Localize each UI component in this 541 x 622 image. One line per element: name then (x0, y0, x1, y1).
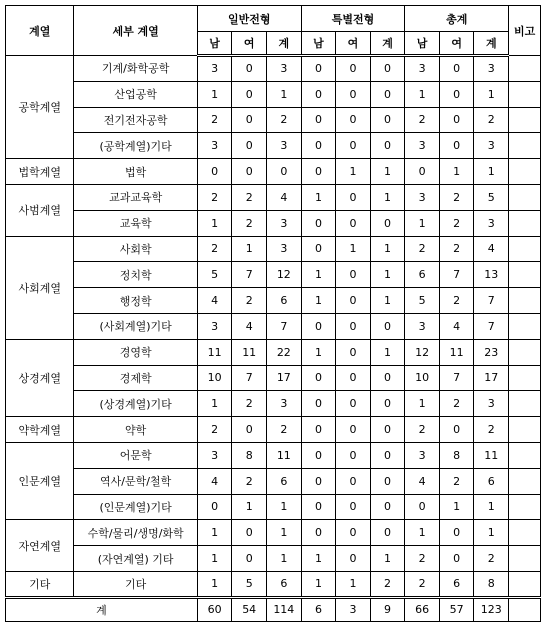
value-special-female: 0 (336, 184, 371, 210)
value-general-male: 4 (197, 468, 232, 494)
header-general-female: 여 (232, 32, 267, 56)
note-cell (509, 184, 541, 210)
value-general-male: 3 (197, 56, 232, 82)
total-special-sum: 9 (370, 597, 405, 621)
note-cell (509, 133, 541, 159)
value-total-sum: 3 (474, 210, 509, 236)
subcategory-cell: 교과교육학 (74, 184, 197, 210)
subcategory-cell: (상경계열)기타 (74, 391, 197, 417)
value-total-female: 0 (439, 520, 474, 546)
value-general-female: 2 (232, 184, 267, 210)
value-total-male: 3 (405, 184, 440, 210)
value-special-female: 0 (336, 133, 371, 159)
value-total-female: 8 (439, 442, 474, 468)
value-special-female: 0 (336, 339, 371, 365)
value-total-male: 2 (405, 107, 440, 133)
value-special-sum: 1 (370, 159, 405, 185)
total-total-female: 57 (439, 597, 474, 621)
value-general-male: 1 (197, 391, 232, 417)
value-special-female: 1 (336, 159, 371, 185)
subcategory-cell: 산업공학 (74, 81, 197, 107)
value-special-male: 0 (301, 236, 336, 262)
value-special-sum: 0 (370, 417, 405, 443)
value-special-male: 0 (301, 81, 336, 107)
value-total-male: 5 (405, 288, 440, 314)
value-total-female: 11 (439, 339, 474, 365)
value-total-sum: 2 (474, 546, 509, 572)
total-special-female: 3 (336, 597, 371, 621)
value-general-female: 7 (232, 262, 267, 288)
value-special-female: 0 (336, 262, 371, 288)
value-special-male: 1 (301, 571, 336, 597)
note-cell (509, 442, 541, 468)
value-total-male: 1 (405, 391, 440, 417)
note-cell (509, 391, 541, 417)
value-general-male: 1 (197, 520, 232, 546)
value-total-male: 2 (405, 571, 440, 597)
value-total-male: 12 (405, 339, 440, 365)
value-general-sum: 6 (266, 468, 301, 494)
header-special-female: 여 (336, 32, 371, 56)
value-general-male: 2 (197, 107, 232, 133)
value-general-male: 2 (197, 417, 232, 443)
value-total-female: 2 (439, 184, 474, 210)
value-general-male: 3 (197, 313, 232, 339)
value-special-male: 0 (301, 494, 336, 520)
value-total-sum: 13 (474, 262, 509, 288)
value-total-sum: 7 (474, 288, 509, 314)
value-general-sum: 1 (266, 494, 301, 520)
header-special-sum: 계 (370, 32, 405, 56)
table-row (6, 107, 541, 133)
header-total: 총계 (405, 6, 509, 32)
value-special-male: 0 (301, 56, 336, 82)
table-row (6, 133, 541, 159)
value-general-sum: 7 (266, 313, 301, 339)
value-general-male: 3 (197, 442, 232, 468)
table-row (6, 494, 541, 520)
value-special-female: 1 (336, 236, 371, 262)
value-special-sum: 0 (370, 56, 405, 82)
value-special-male: 1 (301, 262, 336, 288)
value-total-sum: 3 (474, 391, 509, 417)
value-general-sum: 3 (266, 391, 301, 417)
value-total-female: 0 (439, 133, 474, 159)
value-special-sum: 2 (370, 571, 405, 597)
note-cell (509, 210, 541, 236)
value-general-female: 11 (232, 339, 267, 365)
header-total-female: 여 (439, 32, 474, 56)
value-total-male: 6 (405, 262, 440, 288)
value-special-sum: 0 (370, 494, 405, 520)
value-total-female: 0 (439, 81, 474, 107)
header-total-male: 남 (405, 32, 440, 56)
value-general-female: 0 (232, 417, 267, 443)
value-total-male: 3 (405, 313, 440, 339)
table-row (6, 365, 541, 391)
value-total-sum: 7 (474, 313, 509, 339)
note-cell (509, 468, 541, 494)
total-row (6, 597, 541, 621)
value-total-female: 6 (439, 571, 474, 597)
value-general-female: 0 (232, 159, 267, 185)
value-special-female: 0 (336, 442, 371, 468)
value-general-sum: 1 (266, 81, 301, 107)
value-general-male: 11 (197, 339, 232, 365)
value-total-sum: 1 (474, 159, 509, 185)
value-total-sum: 2 (474, 107, 509, 133)
category-cell: 상경계열 (6, 339, 74, 416)
subcategory-cell: (사회계열)기타 (74, 313, 197, 339)
header-general: 일반전형 (197, 6, 301, 32)
value-total-male: 0 (405, 159, 440, 185)
value-total-female: 7 (439, 262, 474, 288)
note-cell (509, 494, 541, 520)
value-general-female: 0 (232, 133, 267, 159)
subcategory-cell: 기타 (74, 571, 197, 597)
value-special-male: 1 (301, 339, 336, 365)
subcategory-cell: (공학계열)기타 (74, 133, 197, 159)
value-special-male: 0 (301, 417, 336, 443)
value-special-sum: 0 (370, 391, 405, 417)
value-total-male: 1 (405, 81, 440, 107)
table-row (6, 546, 541, 572)
value-special-female: 0 (336, 391, 371, 417)
value-general-male: 4 (197, 288, 232, 314)
value-total-male: 4 (405, 468, 440, 494)
note-cell (509, 236, 541, 262)
subcategory-cell: 어문학 (74, 442, 197, 468)
category-cell: 사회계열 (6, 236, 74, 339)
value-general-sum: 1 (266, 546, 301, 572)
table-row (6, 210, 541, 236)
value-special-female: 0 (336, 494, 371, 520)
value-general-female: 2 (232, 210, 267, 236)
value-special-female: 1 (336, 571, 371, 597)
header-general-male: 남 (197, 32, 232, 56)
value-special-male: 0 (301, 468, 336, 494)
note-cell (509, 546, 541, 572)
total-special-male: 6 (301, 597, 336, 621)
value-general-male: 1 (197, 81, 232, 107)
value-general-female: 0 (232, 81, 267, 107)
value-total-male: 2 (405, 546, 440, 572)
subcategory-cell: 수학/물리/생명/화학 (74, 520, 197, 546)
header-total-sum: 계 (474, 32, 509, 56)
value-total-male: 1 (405, 210, 440, 236)
category-cell: 자연계열 (6, 520, 74, 572)
value-general-female: 2 (232, 468, 267, 494)
value-special-male: 0 (301, 133, 336, 159)
note-cell (509, 339, 541, 365)
value-total-sum: 23 (474, 339, 509, 365)
value-general-female: 1 (232, 494, 267, 520)
value-special-male: 0 (301, 365, 336, 391)
note-cell (509, 365, 541, 391)
table-row (6, 339, 541, 365)
value-general-sum: 3 (266, 56, 301, 82)
value-total-female: 2 (439, 468, 474, 494)
value-special-sum: 1 (370, 288, 405, 314)
table-row (6, 571, 541, 597)
total-label: 계 (6, 597, 198, 621)
value-total-male: 2 (405, 236, 440, 262)
value-special-female: 0 (336, 288, 371, 314)
header-special: 특별전형 (301, 6, 405, 32)
value-special-sum: 0 (370, 210, 405, 236)
value-total-female: 1 (439, 159, 474, 185)
value-total-female: 7 (439, 365, 474, 391)
value-special-sum: 0 (370, 81, 405, 107)
value-special-female: 0 (336, 468, 371, 494)
value-general-male: 5 (197, 262, 232, 288)
value-special-female: 0 (336, 81, 371, 107)
value-total-male: 3 (405, 56, 440, 82)
value-general-male: 0 (197, 494, 232, 520)
value-general-female: 0 (232, 546, 267, 572)
value-special-sum: 0 (370, 442, 405, 468)
value-total-sum: 4 (474, 236, 509, 262)
value-special-female: 0 (336, 365, 371, 391)
value-special-female: 0 (336, 210, 371, 236)
value-total-male: 10 (405, 365, 440, 391)
total-general-female: 54 (232, 597, 267, 621)
value-general-male: 2 (197, 184, 232, 210)
note-cell (509, 571, 541, 597)
value-total-female: 0 (439, 56, 474, 82)
value-general-female: 0 (232, 56, 267, 82)
value-special-female: 0 (336, 107, 371, 133)
note-cell (509, 520, 541, 546)
note-cell (509, 56, 541, 82)
value-special-sum: 1 (370, 262, 405, 288)
value-special-sum: 0 (370, 133, 405, 159)
note-cell (509, 107, 541, 133)
admissions-table (5, 5, 541, 622)
value-special-male: 0 (301, 391, 336, 417)
table-row (6, 313, 541, 339)
value-special-male: 0 (301, 313, 336, 339)
value-total-sum: 17 (474, 365, 509, 391)
value-total-female: 2 (439, 210, 474, 236)
header-category: 계열 (6, 6, 74, 56)
value-total-male: 3 (405, 133, 440, 159)
value-special-male: 0 (301, 159, 336, 185)
value-special-male: 0 (301, 442, 336, 468)
subcategory-cell: 약학 (74, 417, 197, 443)
value-total-female: 1 (439, 494, 474, 520)
value-general-sum: 11 (266, 442, 301, 468)
subcategory-cell: 교육학 (74, 210, 197, 236)
value-general-sum: 4 (266, 184, 301, 210)
value-total-female: 0 (439, 546, 474, 572)
value-special-male: 0 (301, 210, 336, 236)
category-cell: 약학계열 (6, 417, 74, 443)
value-special-male: 0 (301, 520, 336, 546)
value-special-sum: 1 (370, 546, 405, 572)
value-special-male: 1 (301, 546, 336, 572)
value-general-sum: 2 (266, 417, 301, 443)
value-general-female: 0 (232, 107, 267, 133)
table-row (6, 56, 541, 82)
value-general-male: 1 (197, 571, 232, 597)
value-special-female: 0 (336, 520, 371, 546)
subcategory-cell: 전기전자공학 (74, 107, 197, 133)
value-special-sum: 0 (370, 468, 405, 494)
total-general-sum: 114 (266, 597, 301, 621)
value-total-sum: 1 (474, 520, 509, 546)
value-general-sum: 3 (266, 210, 301, 236)
table-body (6, 56, 541, 622)
header-special-male: 남 (301, 32, 336, 56)
subcategory-cell: 역사/문학/철학 (74, 468, 197, 494)
total-total-male: 66 (405, 597, 440, 621)
value-general-male: 0 (197, 159, 232, 185)
value-special-female: 0 (336, 313, 371, 339)
value-special-sum: 0 (370, 107, 405, 133)
category-cell: 사범계열 (6, 184, 74, 236)
value-special-female: 0 (336, 417, 371, 443)
value-general-female: 8 (232, 442, 267, 468)
value-general-male: 3 (197, 133, 232, 159)
table-row (6, 520, 541, 546)
category-cell: 공학계열 (6, 56, 74, 159)
value-special-female: 0 (336, 56, 371, 82)
value-general-sum: 17 (266, 365, 301, 391)
value-general-female: 2 (232, 288, 267, 314)
category-cell: 법학계열 (6, 159, 74, 185)
subcategory-cell: 경제학 (74, 365, 197, 391)
value-total-sum: 6 (474, 468, 509, 494)
value-total-male: 0 (405, 494, 440, 520)
value-general-sum: 2 (266, 107, 301, 133)
table-row (6, 262, 541, 288)
subcategory-cell: 행정학 (74, 288, 197, 314)
value-total-female: 4 (439, 313, 474, 339)
value-general-male: 1 (197, 210, 232, 236)
value-total-sum: 11 (474, 442, 509, 468)
total-note-cell (509, 597, 541, 621)
value-general-male: 2 (197, 236, 232, 262)
note-cell (509, 262, 541, 288)
value-total-female: 2 (439, 288, 474, 314)
value-general-sum: 1 (266, 520, 301, 546)
table-row (6, 184, 541, 210)
subcategory-cell: (자연계열) 기타 (74, 546, 197, 572)
value-special-male: 1 (301, 184, 336, 210)
note-cell (509, 313, 541, 339)
table-row (6, 391, 541, 417)
category-cell: 인문계열 (6, 442, 74, 519)
header-general-sum: 계 (266, 32, 301, 56)
note-cell (509, 81, 541, 107)
table-row (6, 468, 541, 494)
subcategory-cell: 기계/화학공학 (74, 56, 197, 82)
value-total-sum: 3 (474, 56, 509, 82)
value-total-female: 0 (439, 107, 474, 133)
value-special-female: 0 (336, 546, 371, 572)
value-general-sum: 0 (266, 159, 301, 185)
value-general-female: 1 (232, 236, 267, 262)
value-special-sum: 1 (370, 184, 405, 210)
total-total-sum: 123 (474, 597, 509, 621)
value-total-sum: 1 (474, 494, 509, 520)
value-general-male: 1 (197, 546, 232, 572)
value-special-sum: 0 (370, 313, 405, 339)
note-cell (509, 417, 541, 443)
value-total-female: 0 (439, 417, 474, 443)
value-special-sum: 1 (370, 339, 405, 365)
subcategory-cell: 법학 (74, 159, 197, 185)
table-row (6, 442, 541, 468)
value-special-sum: 0 (370, 520, 405, 546)
value-total-sum: 8 (474, 571, 509, 597)
table-row (6, 159, 541, 185)
value-general-sum: 6 (266, 571, 301, 597)
table-row (6, 288, 541, 314)
value-general-female: 2 (232, 391, 267, 417)
note-cell (509, 159, 541, 185)
table-row (6, 81, 541, 107)
value-general-sum: 22 (266, 339, 301, 365)
value-total-sum: 5 (474, 184, 509, 210)
note-cell (509, 288, 541, 314)
value-general-female: 0 (232, 520, 267, 546)
category-cell: 기타 (6, 571, 74, 597)
value-total-female: 2 (439, 391, 474, 417)
subcategory-cell: 경영학 (74, 339, 197, 365)
subcategory-cell: (인문계열)기타 (74, 494, 197, 520)
value-general-sum: 12 (266, 262, 301, 288)
value-total-male: 1 (405, 520, 440, 546)
value-general-female: 4 (232, 313, 267, 339)
subcategory-cell: 정치학 (74, 262, 197, 288)
value-special-male: 1 (301, 288, 336, 314)
value-general-female: 5 (232, 571, 267, 597)
value-general-female: 7 (232, 365, 267, 391)
value-total-male: 2 (405, 417, 440, 443)
value-special-male: 0 (301, 107, 336, 133)
value-general-sum: 6 (266, 288, 301, 314)
value-general-sum: 3 (266, 236, 301, 262)
header-subcategory: 세부 계열 (74, 6, 197, 56)
value-special-sum: 0 (370, 365, 405, 391)
value-total-female: 2 (439, 236, 474, 262)
value-total-male: 3 (405, 442, 440, 468)
table-row (6, 417, 541, 443)
total-general-male: 60 (197, 597, 232, 621)
header-note: 비고 (509, 6, 541, 56)
value-general-sum: 3 (266, 133, 301, 159)
value-total-sum: 1 (474, 81, 509, 107)
value-total-sum: 3 (474, 133, 509, 159)
table-row (6, 236, 541, 262)
value-total-sum: 2 (474, 417, 509, 443)
subcategory-cell: 사회학 (74, 236, 197, 262)
value-general-male: 10 (197, 365, 232, 391)
value-special-sum: 1 (370, 236, 405, 262)
